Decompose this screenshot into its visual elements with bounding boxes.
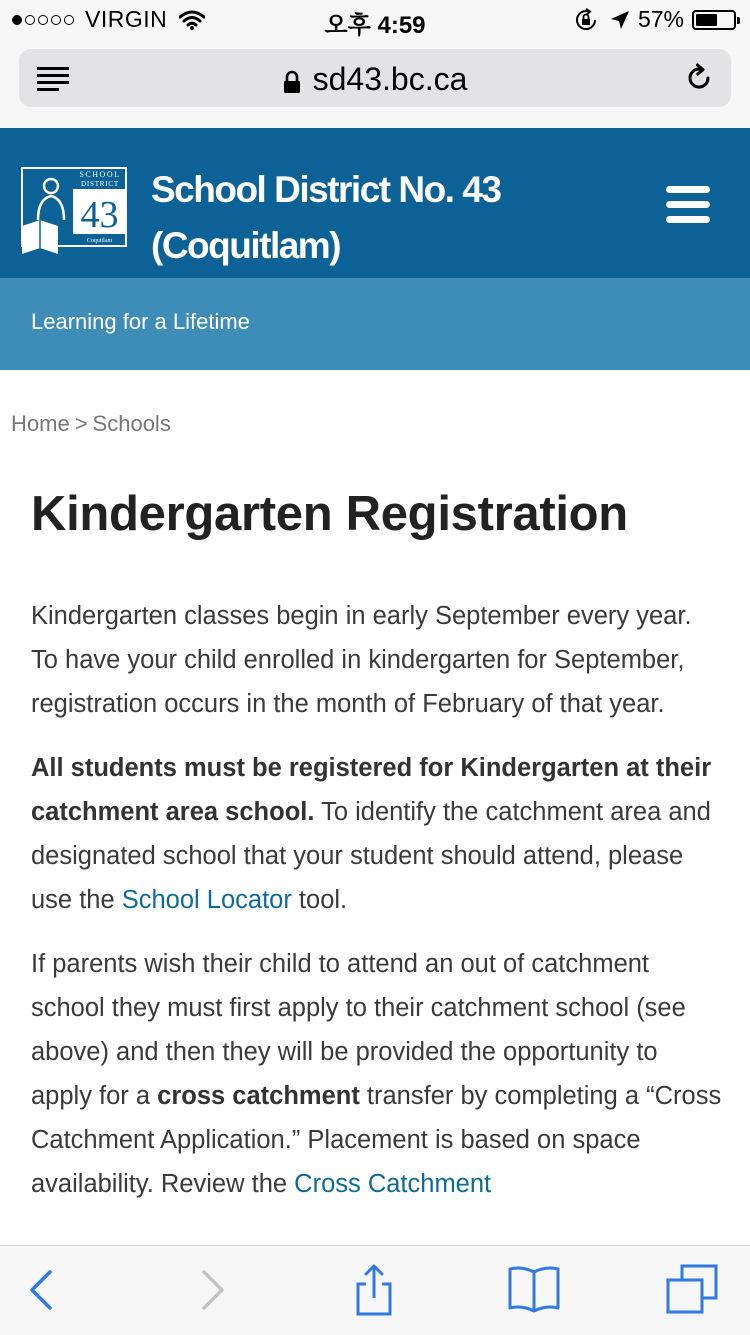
hamburger-menu-icon[interactable] [666, 184, 712, 224]
catchment-end-text: tool. [291, 886, 348, 914]
site-tagline: Learning for a Lifetime [31, 309, 250, 334]
breadcrumb-schools-link[interactable]: Schools [92, 411, 171, 436]
logo-district-text: DISTRICT [81, 180, 119, 188]
bookmarks-icon[interactable] [506, 1264, 562, 1316]
status-time: 오후 4:59 [324, 12, 426, 39]
page-content [31, 594, 725, 1226]
forward-arrow-icon[interactable] [184, 1264, 240, 1316]
logo-number-text: 43 [80, 194, 119, 236]
share-icon[interactable] [346, 1264, 402, 1316]
orientation-lock-icon [574, 8, 598, 32]
cross-catchment-paragraph [31, 942, 725, 1206]
catchment-bold-text: All students must be registered for Kindergarten at their catchment area school. [31, 754, 712, 826]
district-logo[interactable] [20, 166, 128, 256]
intro-paragraph: Kindergarten classes begin in early September every year. To have your child enrolled in kindergarten for September, registration occurs in the month of February of that year. [31, 602, 692, 718]
lock-icon [283, 70, 301, 94]
battery-percent: 57% [637, 6, 684, 32]
catchment-paragraph [31, 746, 725, 922]
cross-catchment-text-1: If parents wish their child to attend an out of catchment school they must first apply to their catchment school (see above) and then they will be provided the opportunity to apply for a [31, 950, 686, 1110]
page-title: Kindergarten Registration [31, 487, 628, 541]
battery-icon [692, 10, 736, 30]
url-text[interactable]: sd43.bc.ca [312, 61, 468, 97]
breadcrumb-home-link[interactable]: Home [11, 411, 70, 436]
tabs-icon[interactable] [664, 1264, 720, 1316]
breadcrumb-separator: > [74, 411, 88, 436]
tagline-bar [0, 278, 750, 370]
school-locator-link[interactable]: School Locator [121, 886, 292, 914]
cross-catchment-text-2: transfer by completing a “Cross Catchment Application.” Placement is based on space availability. Review the [31, 1082, 722, 1198]
reload-icon[interactable] [683, 62, 715, 94]
cross-catchment-bold: cross catchment [157, 1082, 360, 1110]
site-title-line1: School District No. 43 [151, 169, 501, 210]
site-title-line2: (Coquitlam) [151, 225, 341, 266]
browser-bottom-toolbar [0, 1245, 750, 1335]
browser-top-bar [0, 40, 750, 129]
site-header [0, 128, 750, 278]
site-title[interactable] [151, 162, 571, 274]
catchment-text: To identify the catchment area and designated school that your student should attend, please use the [31, 798, 711, 914]
status-bar [0, 0, 750, 40]
back-arrow-icon[interactable] [18, 1264, 74, 1316]
logo-school-text: SCHOOL [79, 170, 121, 179]
logo-coquitlam-text: Coquitlam [86, 238, 113, 244]
location-arrow-icon [608, 8, 632, 32]
breadcrumb [11, 411, 171, 437]
address-bar[interactable] [19, 49, 731, 107]
carrier-name: VIRGIN [85, 6, 168, 32]
cross-catchment-link[interactable]: Cross Catchment [294, 1170, 492, 1198]
